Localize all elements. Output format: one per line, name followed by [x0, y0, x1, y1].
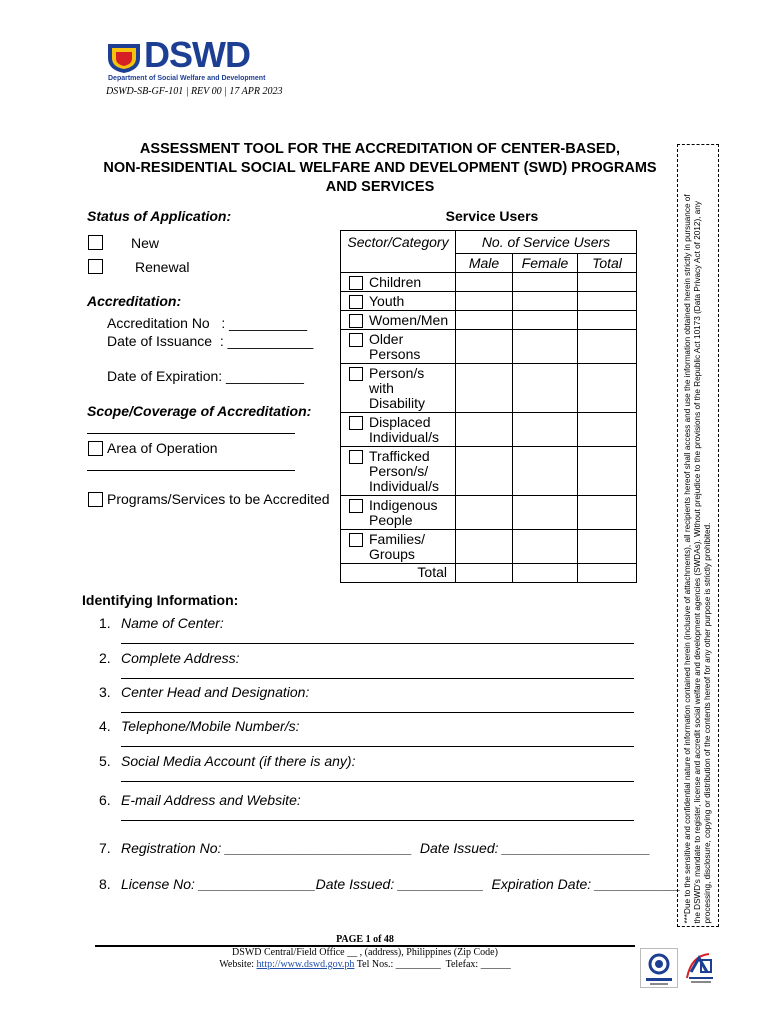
cell-male[interactable]	[456, 330, 513, 364]
sector-label: People	[369, 512, 413, 528]
total-label: Total	[341, 564, 456, 583]
scope-blank-line-2[interactable]	[87, 470, 295, 471]
sector-label: Persons	[369, 346, 421, 362]
cell-total[interactable]	[578, 496, 637, 530]
item-label: Social Media Account (if there is any):	[121, 753, 356, 769]
checkbox-renewal[interactable]	[88, 259, 103, 274]
sector-checkbox[interactable]	[349, 533, 363, 547]
page-number: PAGE 1 of 48	[336, 934, 394, 945]
title-line-1: ASSESSMENT TOOL FOR THE ACCREDITATION OF CENTER-BASED,	[139, 141, 621, 157]
logo-wordmark: DSWD	[144, 34, 250, 75]
cell-total[interactable]	[578, 364, 637, 413]
cell-male[interactable]	[456, 364, 513, 413]
scope-blank-line-1[interactable]	[87, 433, 295, 434]
cell-female[interactable]	[513, 273, 578, 292]
table-row	[341, 496, 637, 530]
item-label[interactable]: Registration No: ________________________ Date Issued: ___________________	[121, 840, 651, 856]
sector-label: Displaced	[369, 414, 431, 430]
sector-label: Person/s/	[369, 463, 429, 479]
cell-female[interactable]	[513, 364, 578, 413]
footer-contacts	[95, 959, 635, 970]
table-row	[341, 273, 637, 292]
sector-checkbox[interactable]	[349, 450, 363, 464]
logo-subtext: Department of Social Welfare and Development	[108, 75, 266, 82]
sector-label: Indigenous	[369, 497, 438, 513]
cell-total-male[interactable]	[456, 564, 513, 583]
cell-total-female[interactable]	[513, 564, 578, 583]
service-users-rows	[341, 273, 637, 564]
sector-checkbox[interactable]	[349, 333, 363, 347]
sector-label: Trafficked	[369, 448, 430, 464]
sector-label: Individual/s	[369, 478, 440, 494]
item-number: 1.	[99, 615, 111, 631]
col-male: Male	[456, 254, 513, 273]
sector-cell	[341, 273, 456, 292]
cell-male[interactable]	[456, 413, 513, 447]
cell-female[interactable]	[513, 330, 578, 364]
sector-label: Children	[369, 274, 422, 290]
item-label: Name of Center:	[121, 615, 224, 631]
side-notice-box	[677, 144, 719, 927]
sector-label: Groups	[369, 546, 415, 562]
cell-total[interactable]	[578, 330, 637, 364]
col-sector-category: Sector/Category	[341, 231, 456, 273]
checkbox-new[interactable]	[88, 235, 103, 250]
cell-total-total[interactable]	[578, 564, 637, 583]
date-of-issuance-field[interactable]: Date of Issuance : ___________	[107, 333, 314, 349]
sector-label: Youth	[369, 293, 405, 309]
side-notice-line-1: ***Due to the sensitive and confidential nature of information contained herein (inclusive of attachments), all recipients hereof shall access and use the information obtained herein strictly in pursuance of	[683, 193, 692, 923]
cell-total[interactable]	[578, 273, 637, 292]
website-label: Website:	[219, 959, 257, 970]
service-users-table	[340, 230, 637, 583]
identifying-heading: Identifying Information:	[82, 592, 239, 608]
sector-cell	[341, 311, 456, 330]
col-total: Total	[578, 254, 637, 273]
cell-female[interactable]	[513, 413, 578, 447]
table-row	[341, 413, 637, 447]
table-row	[341, 364, 637, 413]
item-number: 4.	[99, 718, 111, 734]
sector-label: Individual/s	[369, 429, 440, 445]
cell-male[interactable]	[456, 447, 513, 496]
item-label: E-mail Address and Website:	[121, 792, 301, 808]
sector-cell	[341, 330, 456, 364]
website-link[interactable]: http://www.dswd.gov.ph	[256, 959, 355, 970]
cell-total[interactable]	[578, 413, 637, 447]
cell-female[interactable]	[513, 447, 578, 496]
cell-total[interactable]	[578, 292, 637, 311]
col-number-of-service-users: No. of Service Users	[456, 231, 637, 254]
item-number: 6.	[99, 792, 111, 808]
sector-cell	[341, 496, 456, 530]
item-number: 5.	[99, 753, 111, 769]
item-number: 8.	[99, 876, 111, 892]
title-line-2: NON-RESIDENTIAL SOCIAL WELFARE AND DEVELOPMENT (SWD) PROGRAMS	[103, 160, 657, 176]
accreditation-no-field[interactable]: Accreditation No : __________	[107, 315, 308, 331]
sector-label: Older	[369, 331, 404, 347]
sector-cell	[341, 364, 456, 413]
item-label[interactable]: License No: _______________Date Issued: ___________ Expiration Date: ___________	[121, 876, 681, 892]
table-row	[341, 330, 637, 364]
accreditation-heading: Accreditation:	[87, 293, 182, 309]
sector-checkbox[interactable]	[349, 295, 363, 309]
table-row	[341, 311, 637, 330]
label-area-of-operation: Area of Operation	[107, 440, 218, 456]
cell-female[interactable]	[513, 530, 578, 564]
checkbox-area-of-operation[interactable]	[88, 441, 103, 456]
sector-label: Women/Men	[369, 312, 449, 328]
footer-office: DSWD Central/Field Office __ , (address), Philippines (Zip Code)	[232, 947, 498, 958]
answer-line[interactable]	[121, 746, 634, 747]
date-of-expiration-field[interactable]: Date of Expiration: __________	[107, 368, 304, 384]
cell-female[interactable]	[513, 292, 578, 311]
cell-male[interactable]	[456, 496, 513, 530]
label-programs-services: Programs/Services to be Accredited	[107, 491, 330, 507]
sector-checkbox[interactable]	[349, 314, 363, 328]
table-row	[341, 530, 637, 564]
cell-male[interactable]	[456, 273, 513, 292]
socotec-badge	[640, 948, 678, 988]
service-users-heading: Service Users	[445, 208, 539, 224]
scope-heading: Scope/Coverage of Accreditation:	[87, 403, 312, 419]
answer-line[interactable]	[121, 643, 634, 644]
cell-total[interactable]	[578, 530, 637, 564]
sector-checkbox[interactable]	[349, 499, 363, 513]
uk-ab-badge	[681, 948, 719, 986]
side-notice-line-2: the DSWD's mandate to register, license and accredit social welfare and development agencies (SWDAs). Without prejudice to the provisions of the Republic Act 10173 (Data Privacy Act of 2012), any	[693, 200, 702, 923]
title-line-3: AND SERVICES	[325, 179, 435, 195]
dswd-logo	[106, 34, 266, 88]
sector-cell	[341, 292, 456, 311]
cell-female[interactable]	[513, 496, 578, 530]
sector-label: Disability	[369, 395, 426, 411]
sector-checkbox[interactable]	[349, 367, 363, 381]
table-row	[341, 447, 637, 496]
col-female: Female	[513, 254, 578, 273]
item-label: Center Head and Designation:	[121, 684, 310, 700]
cell-male[interactable]	[456, 292, 513, 311]
item-label: Telephone/Mobile Number/s:	[121, 718, 300, 734]
answer-line[interactable]	[121, 781, 634, 782]
item-number: 2.	[99, 650, 111, 666]
sector-checkbox[interactable]	[349, 276, 363, 290]
item-number: 7.	[99, 840, 111, 856]
table-row	[341, 292, 637, 311]
cell-male[interactable]	[456, 530, 513, 564]
sector-cell	[341, 530, 456, 564]
cell-total[interactable]	[578, 311, 637, 330]
accreditation-crown-icon	[681, 948, 719, 986]
checkbox-programs-services[interactable]	[88, 492, 103, 507]
document-title	[90, 140, 670, 197]
table-row-total	[341, 564, 637, 583]
sector-cell	[341, 447, 456, 496]
label-new: New	[131, 235, 160, 251]
status-heading: Status of Application:	[87, 208, 232, 224]
cell-male[interactable]	[456, 311, 513, 330]
answer-line[interactable]	[121, 820, 634, 821]
item-number: 3.	[99, 684, 111, 700]
item-label: Complete Address:	[121, 650, 240, 666]
cell-total[interactable]	[578, 447, 637, 496]
label-renewal: Renewal	[135, 259, 190, 275]
tel-telefax: Tel Nos.: _________ Telefax: ______	[354, 959, 511, 970]
sector-label: Families/	[369, 531, 426, 547]
document-code: DSWD-SB-GF-101 | REV 00 | 17 APR 2023	[106, 86, 283, 97]
sector-label: Person/s with	[369, 365, 425, 396]
sector-cell	[341, 413, 456, 447]
side-notice-text	[683, 148, 713, 923]
sector-checkbox[interactable]	[349, 416, 363, 430]
answer-line[interactable]	[121, 678, 634, 679]
side-notice-line-3: processing, disclosure, copying or distribution of the contents hereof for any other purpose is strictly prohibited.	[703, 522, 712, 923]
socotec-cert-icon	[641, 949, 677, 987]
answer-line[interactable]	[121, 712, 634, 713]
cell-female[interactable]	[513, 311, 578, 330]
dswd-emblem-icon	[106, 40, 142, 74]
